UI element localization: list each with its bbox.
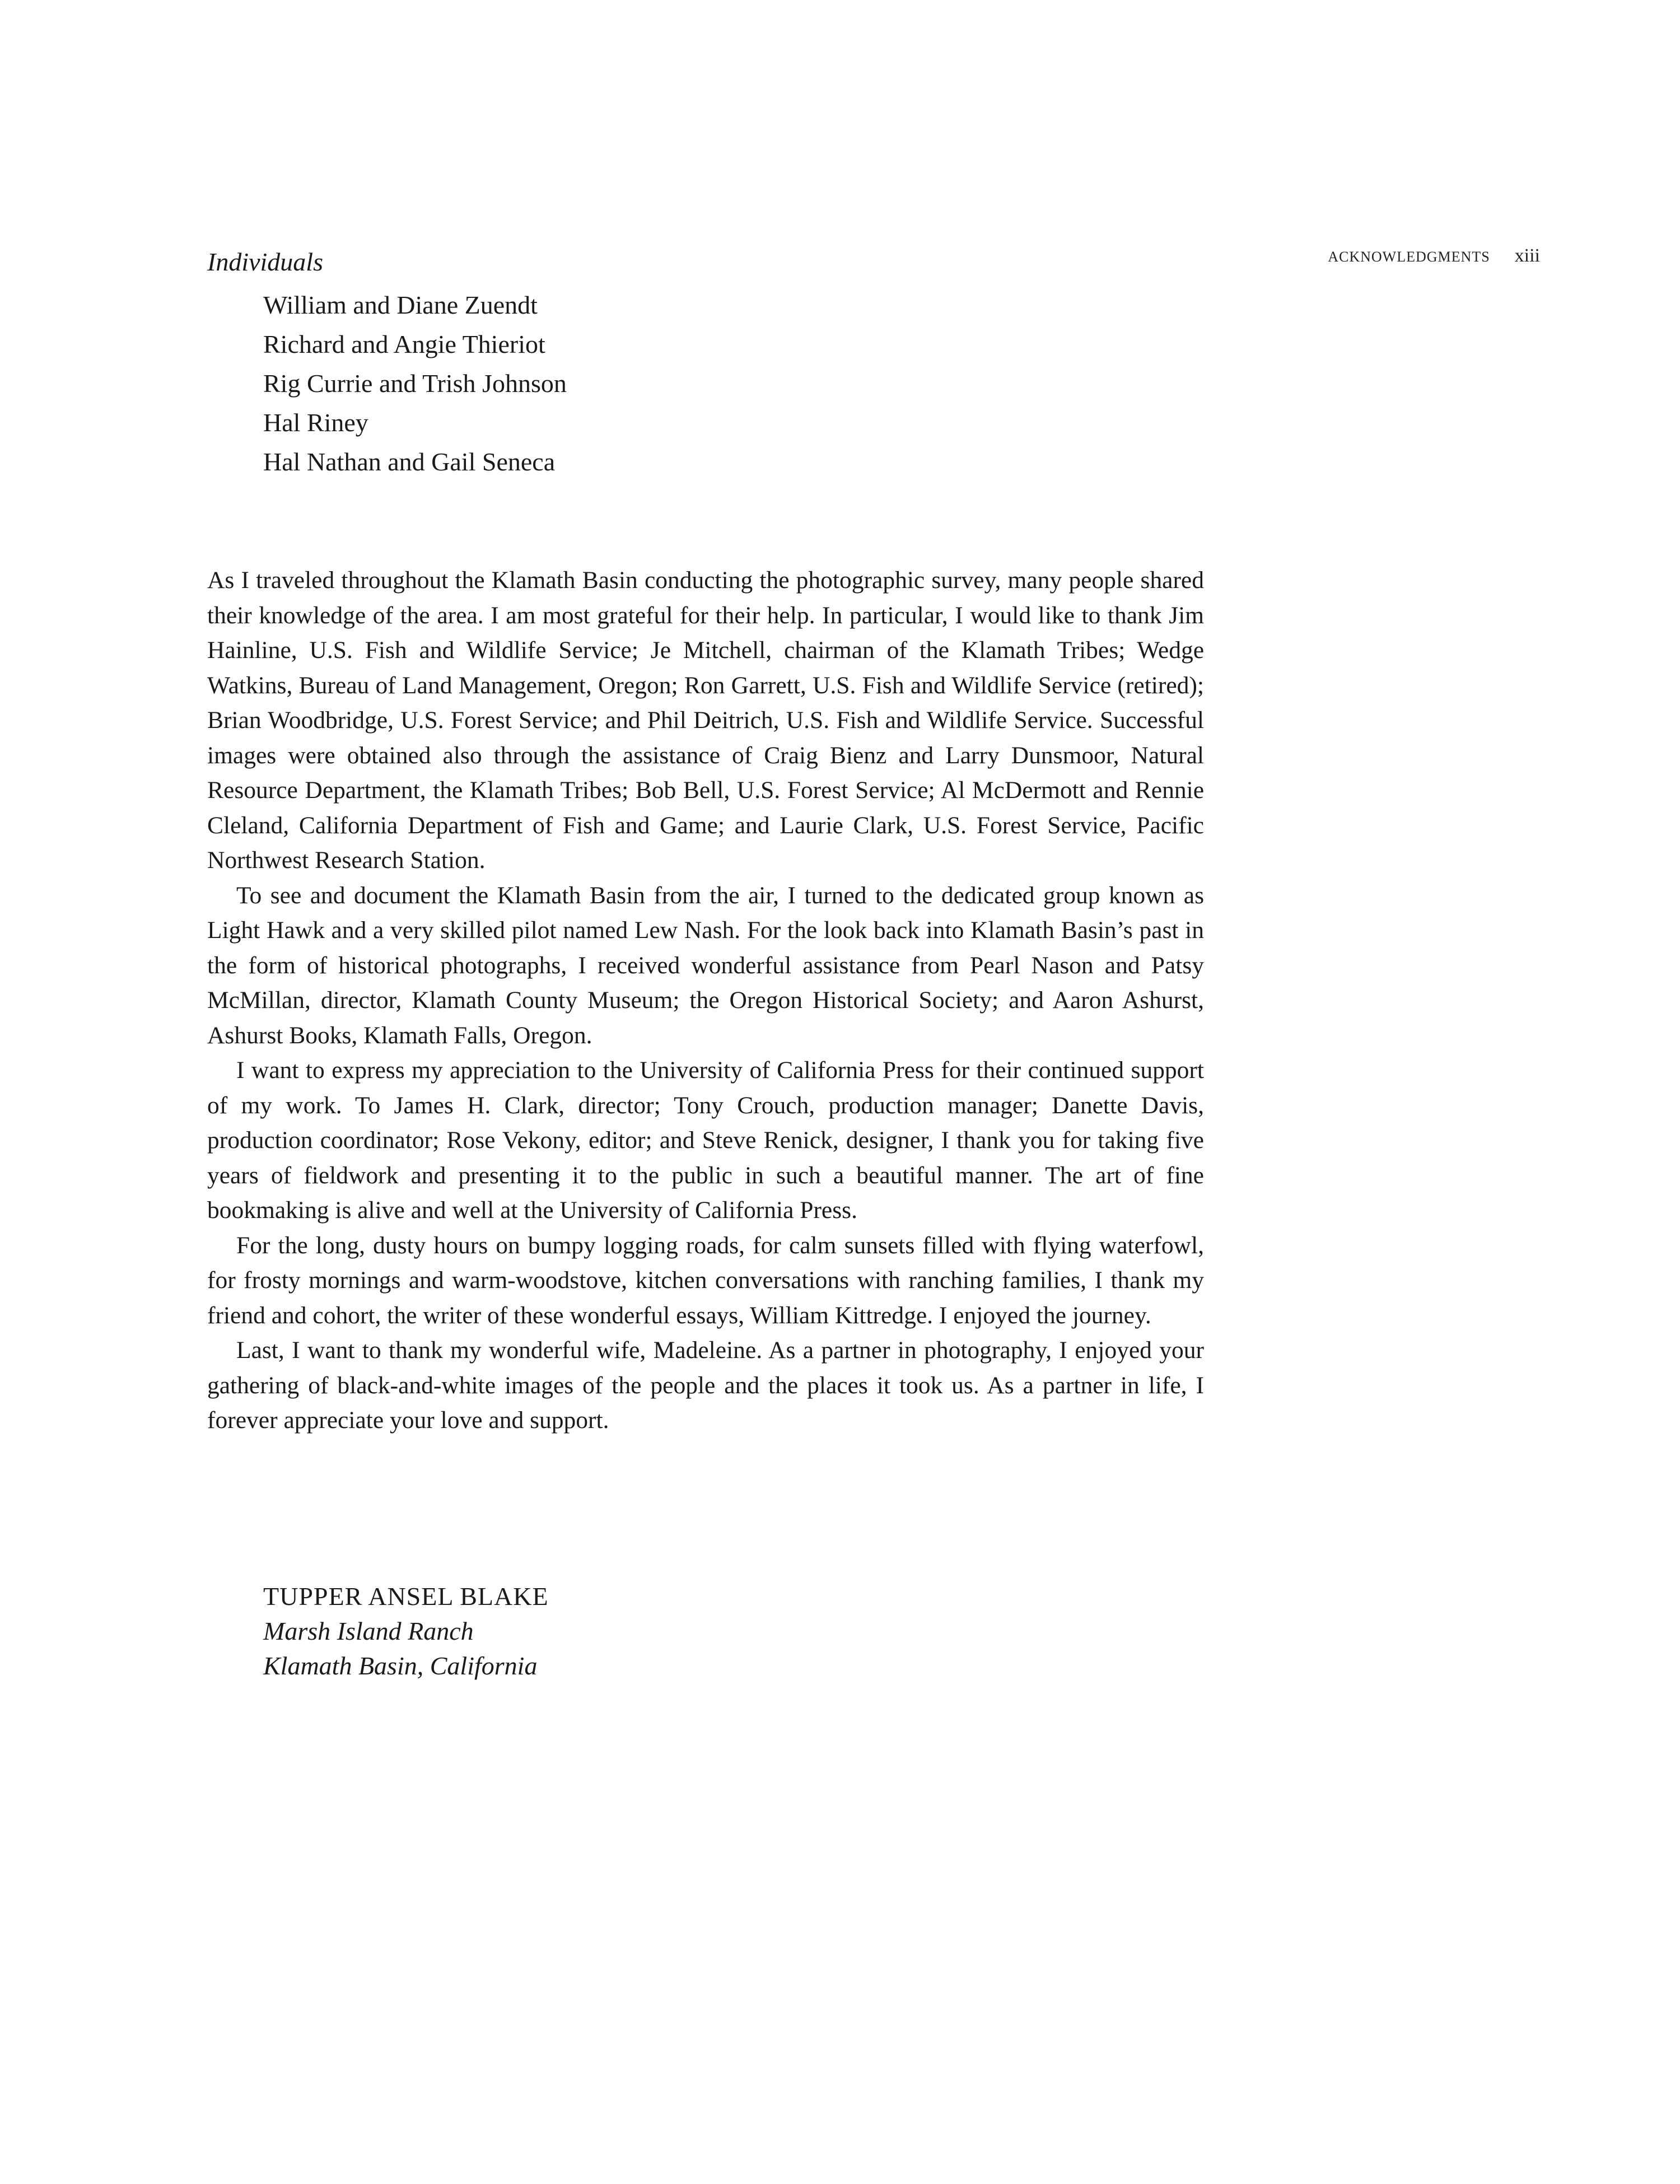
paragraph: Last, I want to thank my wonderful wife, Madeleine. As a partner in photography, I enjoyed your gathering of black-and-white images of the people and the places it took us. As a partner in life, I forever appreciate your love and support. [207, 1337, 1204, 1434]
list-item: Hal Nathan and Gail Seneca [263, 447, 556, 476]
paragraph: I want to express my appreciation to the University of California Press for their continued support of my work. To James H. Clark, director; Tony Crouch, production manager; Danette Davis, production coordinator; Rose Vekony, editor; and Steve Renick, designer, I thank you for taking five years of fieldwork and presenting it to the public in such a beautiful manner. The art of fine bookmaking is alive and well at the University of California Press. [207, 1057, 1204, 1224]
paragraph: For the long, dusty hours on bumpy logging roads, for calm sunsets filled with flying waterfowl, for frosty mornings and warm-woodstove, kitchen conversations with ranching families, I thank my friend and cohort, the writer of these wonderful essays, William Kittredge. I enjoyed the journey. [207, 1231, 1204, 1329]
individuals-list [263, 286, 567, 482]
individuals-heading: Individuals [207, 248, 323, 276]
signature-location: Klamath Basin, California [263, 1651, 538, 1680]
signature-block [263, 1579, 549, 1683]
running-head [1316, 245, 1540, 267]
page-number: xiii [1514, 245, 1540, 266]
list-item: Richard and Angie Thieriot [263, 330, 545, 358]
signature-place: Marsh Island Ranch [263, 1617, 474, 1645]
acknowledgments-body [207, 563, 1204, 1438]
list-item: Rig Currie and Trish Johnson [263, 369, 567, 398]
running-head-section: ACKNOWLEDGMENTS [1328, 249, 1490, 265]
signature-name: TUPPER ANSEL BLAKE [263, 1582, 549, 1611]
list-item: Hal Riney [263, 408, 368, 437]
paragraph: To see and document the Klamath Basin from the air, I turned to the dedicated group known as Light Hawk and a very skilled pilot named Lew Nash. For the look back into Klamath Basin’s past in the form of historical photographs, I received wonderful assistance from Pearl Nason and Patsy McMillan, director, Klamath County Museum; the Oregon Historical Society; and Aaron Ashurst, Ashurst Books, Klamath Falls, Oregon. [207, 881, 1204, 1049]
list-item: William and Diane Zuendt [263, 291, 538, 319]
paragraph: As I traveled throughout the Klamath Basin conducting the photographic survey, many people shared their knowledge of the area. I am most grateful for their help. In particular, I would like to thank Jim Hainline, U.S. Fish and Wildlife Service; Je Mitchell, chairman of the Klamath Tribes; Wedge Watkins, Bureau of Land Management, Oregon; Ron Garrett, U.S. Fish and Wildlife Service (retired); Brian Woodbridge, U.S. Forest Service; and Phil Deitrich, U.S. Fish and Wildlife Service. Successful images were obtained also through the assistance of Craig Bienz and Larry Dunsmoor, Natural Resource Department, the Klamath Tribes; Bob Bell, U.S. Forest Service; Al McDermott and Rennie Cleland, California Department of Fish and Game; and Laurie Clark, U.S. Forest Service, Pacific Northwest Research Station. [207, 567, 1204, 874]
